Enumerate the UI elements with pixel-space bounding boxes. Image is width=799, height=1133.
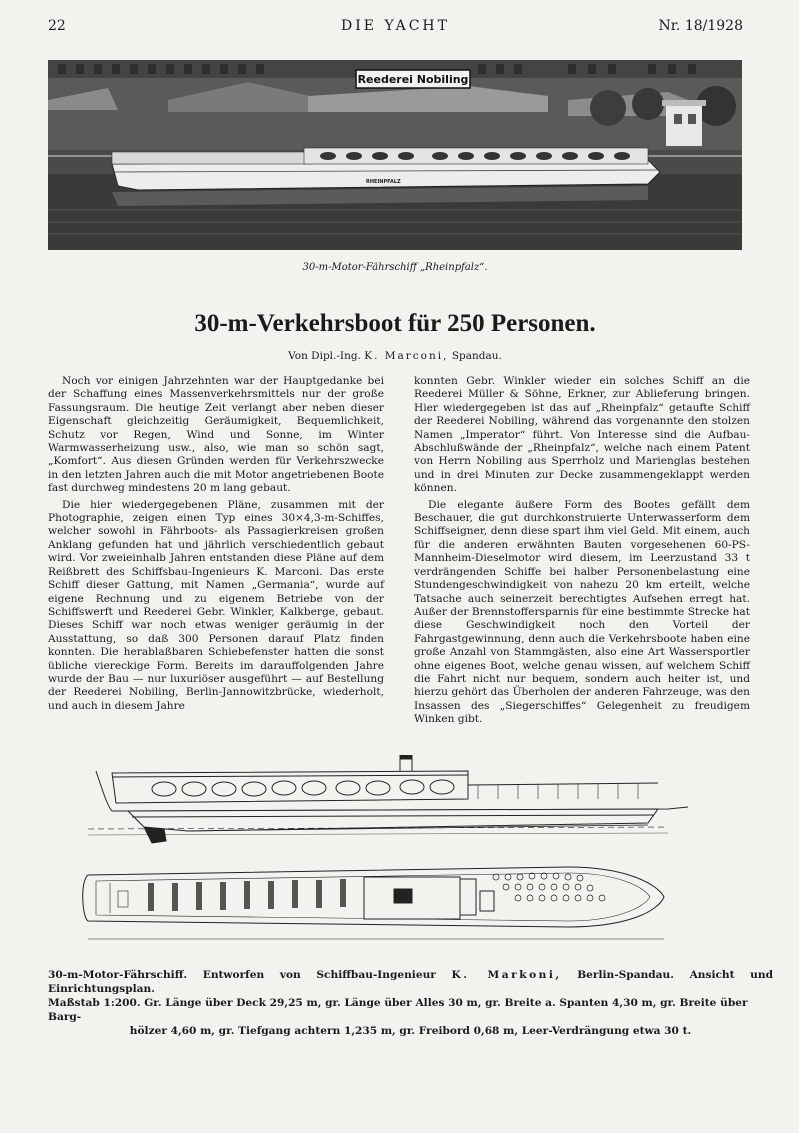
caption-title: 30-m-Motor-Fährschiff. (48, 969, 188, 981)
article-title: 30-m-Verkehrsboot für 250 Personen. (194, 310, 596, 337)
deck-plan (83, 867, 664, 939)
byline-place: Spandau. (451, 350, 502, 362)
caption-line-3: hölzer 4,60 m, gr. Tiefgang achtern 1,235 m, gr. Freibord 0,68 m, Leer-Verdrängung etwa 30 t. (129, 1025, 692, 1037)
photo-sign: Reederei Nobiling (357, 73, 469, 86)
paragraph: Die hier wiedergegebenen Pläne, zusammen mit der Photographie, zeigen einen Typ eines 30×4,3-m-Schiffes, welcher sowohl in Fährboots- als Passagierkreisen großen Anklang gefunden hat und jährlich verschiedentlich gebaut wird. Vor zweieinhalb Jahren entstanden diese Pläne auf dem Reißbrett des Schiffsbau-Ingenieurs K. Marconi. Das erste Schiff dieser Gattung, mit Namen „Germania“, wurde auf eigene Rechnung und zu eigenem Betriebe von der Schiffswerft und Reederei Gebr. Winkler, Kalkberge, gebaut. Dieses Schiff war noch etwas weniger geräumig in der Ausstattung, so daß 300 Personen darauf Platz finden konnten. Die herablaßbaren Schiebefenster hatten die sonst übliche viereckige Form. Bereits im darauffolgenden Jahre wurde der Bau — nur luxuriöser ausgeführt — auf Bestellung der Reederei Nobiling, Berlin-Jannowitzbrücke, wiederholt, und auch in diesem Jahre (48, 498, 384, 712)
photo-caption: 30-m-Motor-Fährschiff „Rheinpfalz“. (302, 262, 488, 273)
left-column (48, 375, 384, 713)
ship-photograph (48, 60, 742, 250)
running-head (48, 18, 743, 38)
byline-prefix: Von Dipl.-Ing. (288, 350, 361, 362)
caption-line-1 (48, 968, 773, 996)
issue-number: Nr. 18/1928 (658, 18, 743, 34)
right-column (414, 375, 750, 727)
figure-caption (48, 968, 773, 1038)
caption-author: K. Markoni, (451, 969, 562, 981)
caption-text-b: Berlin-Spandau. Ansicht und Einrichtungsplan. (48, 969, 773, 995)
ship-photo-illustration (48, 60, 742, 250)
technical-drawing (48, 755, 760, 965)
byline-author: K. Marconi, (364, 350, 449, 362)
hull-name: RHEINPFALZ (366, 179, 401, 185)
journal-name: DIE YACHT (341, 18, 450, 34)
paragraph: konnten Gebr. Winkler wieder ein solches Schiff an die Reederei Müller & Söhne, Erkner, zur Ablieferung bringen. Hier wiedergegeben ist das auf „Rheinpfalz“ getaufte Schiff der Reederei Nobiling, während das vorgenannte den stolzen Namen „Imperator“ führt. Von Interesse sind die Aufbau-Abschlußwände der „Rheinpfalz“, welche nach einem Patent von Herrn Nobiling aus Sperrholz und Marienglas bestehen und in drei Minuten zur Decke zusammengeklappt werden können. (414, 375, 750, 495)
byline (48, 350, 742, 362)
ship-plan-illustration (48, 755, 760, 965)
paragraph: Noch vor einigen Jahrzehnten war der Hauptgedanke bei der Schaffung eines Massenverkehrsmittels nur der große Fassungsraum. Die heutige Zeit verlangt aber neben dieser Eigenschaft gleichzeitig Geräumigkeit, Bequemlichkeit, Schutz vor Regen, Wind und Sonne, im Winter Warmwasserheizung usw., also, wie man so schön sagt, „Komfort“. Aus diesen Gründen werden für Verkehrszwecke in den letzten Jahren auch die mit Motor angetriebenen Boote fast durchweg mindestens 20 m lang gebaut. (48, 375, 384, 495)
caption-line-2: Maßstab 1:200. Gr. Länge über Deck 29,25 m, gr. Länge über Alles 30 m, gr. Breite a. Spanten 4,30 m, gr. Breite über Barg- (48, 997, 748, 1023)
page-number: 22 (48, 18, 66, 34)
caption-text-a: Entworfen von Schiffbau-Ingenieur (202, 969, 436, 981)
paragraph: Die elegante äußere Form des Bootes gefällt dem Beschauer, die gut durchkonstruierte Unterwasserform dem Schiffseigner, denn diese spart ihm viel Geld. Mit einem, auch für die anderen erwähnten Bauten vorgesehenen 60-PS-Mannheim-Dieselmotor wird diesem, im Leerzustand 33 t verdrängenden Schiffe bei halber Personenbelastung eine Stundengeschwindigkeit von nahezu 20 km erteilt, welche Tatsache auch seinerzeit berechtigtes Aufsehen erregt hat. Außer der Brennstoffersparnis für eine bestimmte Strecke hat diese Geschwindigkeit noch den Vorteil der Fahrgastgewinnung, denn auch die Verkehrsboote haben eine große Anzahl von Stammgästen, also eine Art Wassersportler ohne eigenes Boot, welche genau wissen, auf welchem Schiff die Fahrt nicht nur bequem, sondern auch heiter ist, und hierzu gehört das Überholen der anderen Fahrzeuge, was den Insassen des „Siegerschiffes“ Gelegenheit zu freudigem Winken gibt. (414, 498, 750, 726)
side-elevation (88, 755, 688, 843)
